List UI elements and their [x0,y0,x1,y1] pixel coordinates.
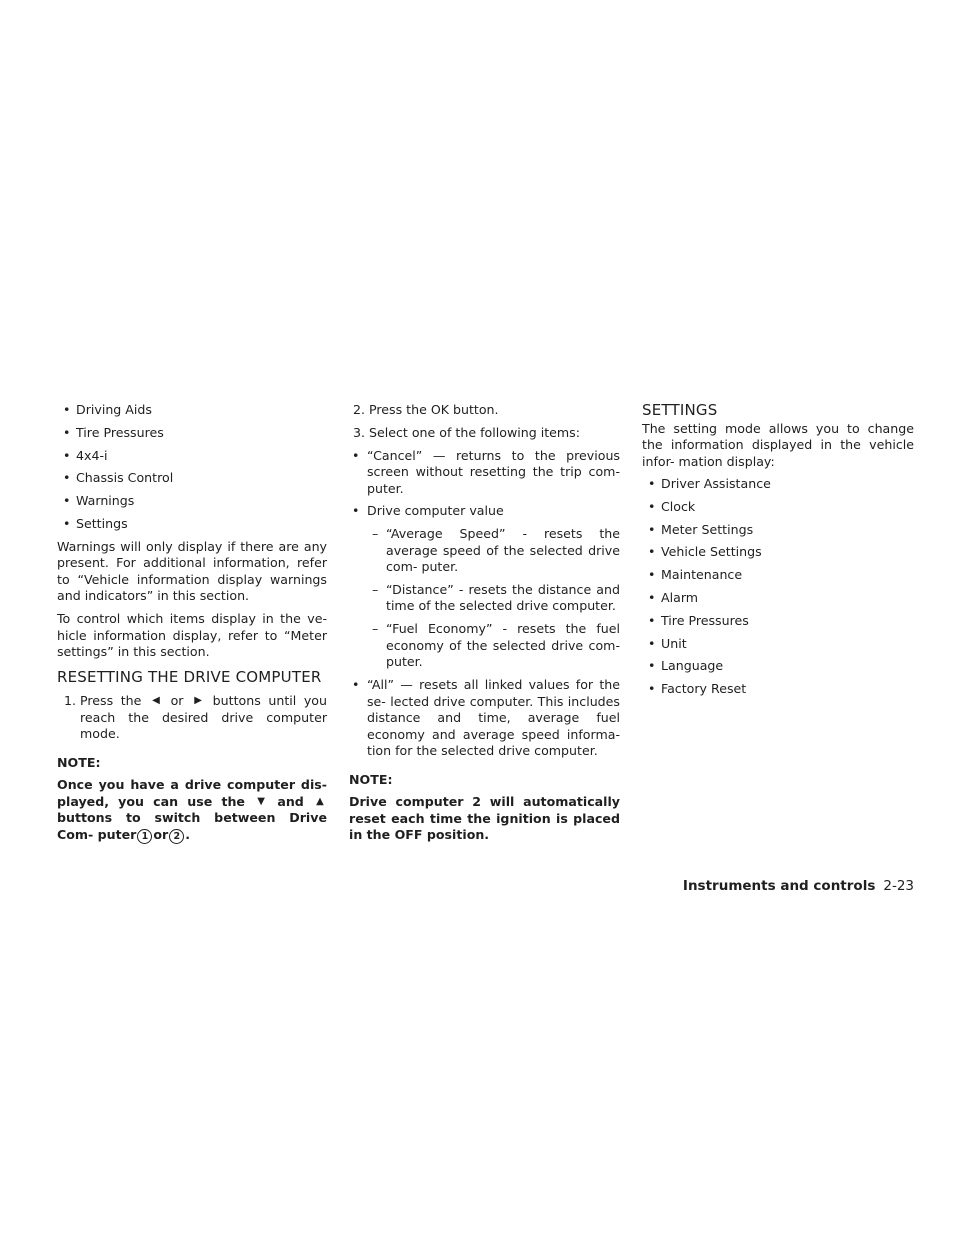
column-right [642,402,914,704]
note-text: Drive computer 2 will automatically reset each time the ignition is placed in the OFF position. [349,794,620,843]
step-number: 3. [353,424,366,440]
step-number: 1. [64,693,77,709]
right-triangle-icon: ▶ [194,695,202,707]
bullet-mark: • [352,447,360,463]
page-footer [683,878,914,895]
circle-2-icon: 2 [169,829,184,844]
up-triangle-icon: ▲ [316,795,324,807]
paragraph-warnings: Warnings will only display if there are any present. For additional information, refer to “Vehicle information display warnings and indicators” in this section. [57,538,327,604]
note-text-part: . [185,826,191,842]
note-text-part: or [153,826,169,842]
list-item: • Chassis Control [57,470,327,487]
note-text-part: buttons to switch between Drive Com- puter [57,810,327,842]
item-text: “Average Speed” - resets the average speed of the selected drive com- puter. [386,526,620,575]
list-item: • Driving Aids [57,402,327,419]
note-text [57,777,327,844]
item-text: Drive computer value [367,503,504,519]
page-number: 2-23 [883,878,914,894]
item-text: “Cancel” — returns to the previous screen without resetting the trip com- puter. [367,447,620,496]
section-heading-resetting: RESETTING THE DRIVE COMPUTER [57,667,322,686]
list-item: • 4x4-i [57,448,327,465]
list-item: • Maintenance [642,567,914,584]
list-item: • Tire Pressures [642,613,914,630]
list-item: • Clock [642,499,914,516]
paragraph-control-items: To control which items display in the ve- hicle information display, refer to “Meter settings” in this section. [57,611,327,660]
list-item-cancel [349,448,620,498]
list-item: • Settings [57,516,327,533]
item-text: “Fuel Economy” - resets the fuel economy of the selected drive com- puter. [386,621,620,670]
list-item: • Tire Pressures [57,425,327,442]
step-text: or [170,693,184,709]
dash-mark: – [372,621,379,637]
note-text-part: Once you have a drive computer dis- played, you can use the [57,777,327,809]
sub-item-average-speed [349,526,620,576]
list-item: • Unit [642,636,914,653]
note-text-part: and [277,793,304,809]
down-triangle-icon: ▼ [257,795,265,807]
sub-item-fuel-economy [349,621,620,671]
list-item: • Driver Assistance [642,476,914,493]
list-item: • Factory Reset [642,681,914,698]
bullet-mark: • [352,503,360,519]
step-text: Select one of the following items: [369,424,580,440]
step-2 [349,402,620,419]
step-text: Press the OK button. [369,402,499,417]
step-number: 2. [353,402,366,417]
note-label: NOTE: [57,754,101,770]
sub-item-distance [349,582,620,615]
step-text: Press the [80,693,142,709]
note-label: NOTE: [349,771,393,787]
column-middle [349,402,620,844]
list-item: • Warnings [57,493,327,510]
list-item: • Meter Settings [642,522,914,539]
step-text: buttons until you reach the desired drive computer mode. [80,693,327,742]
dash-mark: – [372,526,379,542]
footer-section-title: Instruments and controls [682,878,876,894]
step-1 [57,693,327,743]
column-left [57,402,327,844]
item-text: “All” — resets all linked values for the se- lected drive computer. This includes distance and time, average fuel economy and average speed informa- tion for the selected drive computer. [367,677,620,759]
list-item-all [349,677,620,760]
bullet-mark: • [352,677,360,693]
list-item-drive-computer-value [349,503,620,520]
left-triangle-icon: ◀ [152,695,160,707]
list-item: • Language [642,658,914,675]
dash-mark: – [372,581,379,597]
paragraph-settings-intro: The setting mode allows you to change the information displayed in the vehicle infor- mation display: [642,420,914,469]
list-item: • Alarm [642,590,914,607]
circle-1-icon: 1 [137,829,152,844]
list-item: • Vehicle Settings [642,544,914,561]
item-text: “Distance” - resets the distance and time of the selected drive computer. [386,581,620,614]
section-heading-settings: SETTINGS [642,401,718,419]
step-3 [349,425,620,442]
